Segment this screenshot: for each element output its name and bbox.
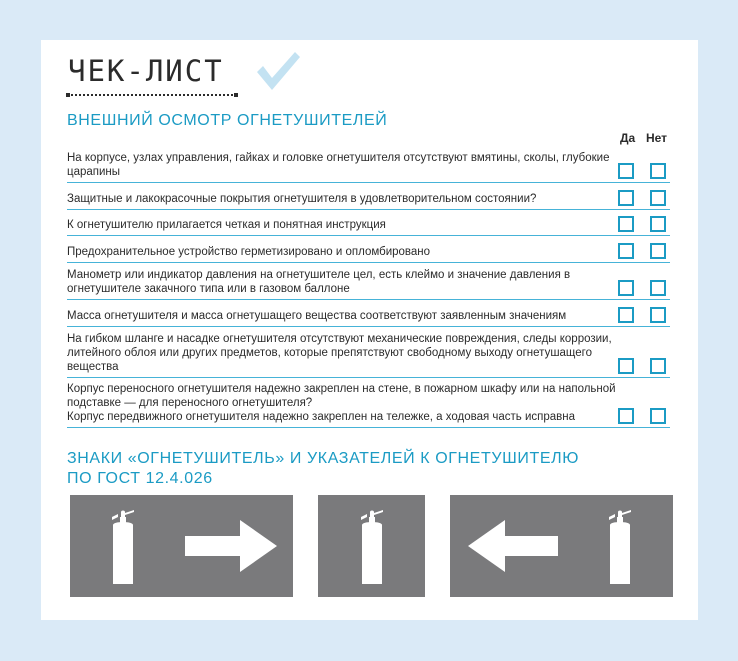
fire-extinguisher-icon [609,510,631,584]
checklist-item-text: Корпус переносного огнетушителя надежно закреплен на стене, в пожарном шкафу или на напольной подставке — для переносного огнетушителя? Корпус передвижного огнетушителя надежно закреплен на тележке, а ходовая часть исправна [67,383,616,423]
checklist-row [67,262,670,300]
sign-graphic [318,495,425,597]
checkbox-yes[interactable] [618,190,634,206]
page-title: ЧЕК-ЛИСТ [68,54,224,88]
checklist-item-text: На гибком шланге и насадке огнетушителя отсутствуют механические повреждения, следы коррозии, литейного облоя или других предметов, которые препятствуют свободному выходу огнетушащего вещества [67,333,612,373]
section-title-line: ЗНАКИ «ОГНЕТУШИТЕЛЬ» И УКАЗАТЕЛЕЙ К ОГНЕТУШИТЕЛЮ [67,450,579,467]
section-title-inspection: ВНЕШНИЙ ОСМОТР ОГНЕТУШИТЕЛЕЙ [67,112,388,129]
checklist-item-text: Масса огнетушителя и масса огнетушащего вещества соответствуют заявленным значениям [67,310,567,322]
arrow-right-icon [185,520,277,572]
checkbox-no[interactable] [650,280,666,296]
check-mark-icon [255,50,301,92]
checklist-item-text: На корпусе, узлах управления, гайках и головке огнетушителя отсутствуют вмятины, сколы, глубокие царапины [67,152,610,178]
section-title-line: ПО ГОСТ 12.4.026 [67,470,213,487]
checklist-item-text: Предохранительное устройство герметизировано и опломбировано [67,246,431,258]
checkbox-yes[interactable] [618,243,634,259]
arrow-left-icon [468,520,558,572]
checklist-row [67,326,670,378]
checkbox-yes[interactable] [618,307,634,323]
checklist-row [67,209,670,236]
checklist-row [67,377,670,428]
checklist-item-text: К огнетушителю прилагается четкая и понятная инструкция [67,219,386,231]
checkbox-yes[interactable] [618,280,634,296]
section-title-signs [67,449,579,489]
checkbox-no[interactable] [650,216,666,232]
sign-left-arrow-extinguisher [450,495,673,597]
checklist-row [67,182,670,210]
checklist-card [41,40,698,620]
fire-extinguisher-icon [112,510,134,584]
checkbox-no[interactable] [650,358,666,374]
sign-graphic [450,495,673,597]
fire-extinguisher-icon [361,510,383,584]
checkbox-no[interactable] [650,190,666,206]
checkbox-no[interactable] [650,408,666,424]
title-block [68,54,224,88]
checklist-item-text: Манометр или индикатор давления на огнетушителе цел, есть клеймо и значение давления в огнетушителе закачного типа или в газовом баллоне [67,269,571,295]
checkbox-yes[interactable] [618,163,634,179]
checklist-row [67,146,670,183]
checkbox-yes[interactable] [618,408,634,424]
checklist-row [67,299,670,327]
sign-graphic [70,495,293,597]
column-header-yes: Да [620,131,636,145]
checkbox-no[interactable] [650,307,666,323]
checklist-row [67,235,670,263]
checkbox-yes[interactable] [618,216,634,232]
checkbox-no[interactable] [650,243,666,259]
checkbox-yes[interactable] [618,358,634,374]
sign-extinguisher-right-arrow [70,495,293,597]
title-underline [68,94,236,96]
sign-extinguisher [318,495,425,597]
checklist-item-text: Защитные и лакокрасочные покрытия огнетушителя в удовлетворительном состоянии? [67,193,537,205]
column-header-no: Нет [646,131,668,145]
checkbox-no[interactable] [650,163,666,179]
